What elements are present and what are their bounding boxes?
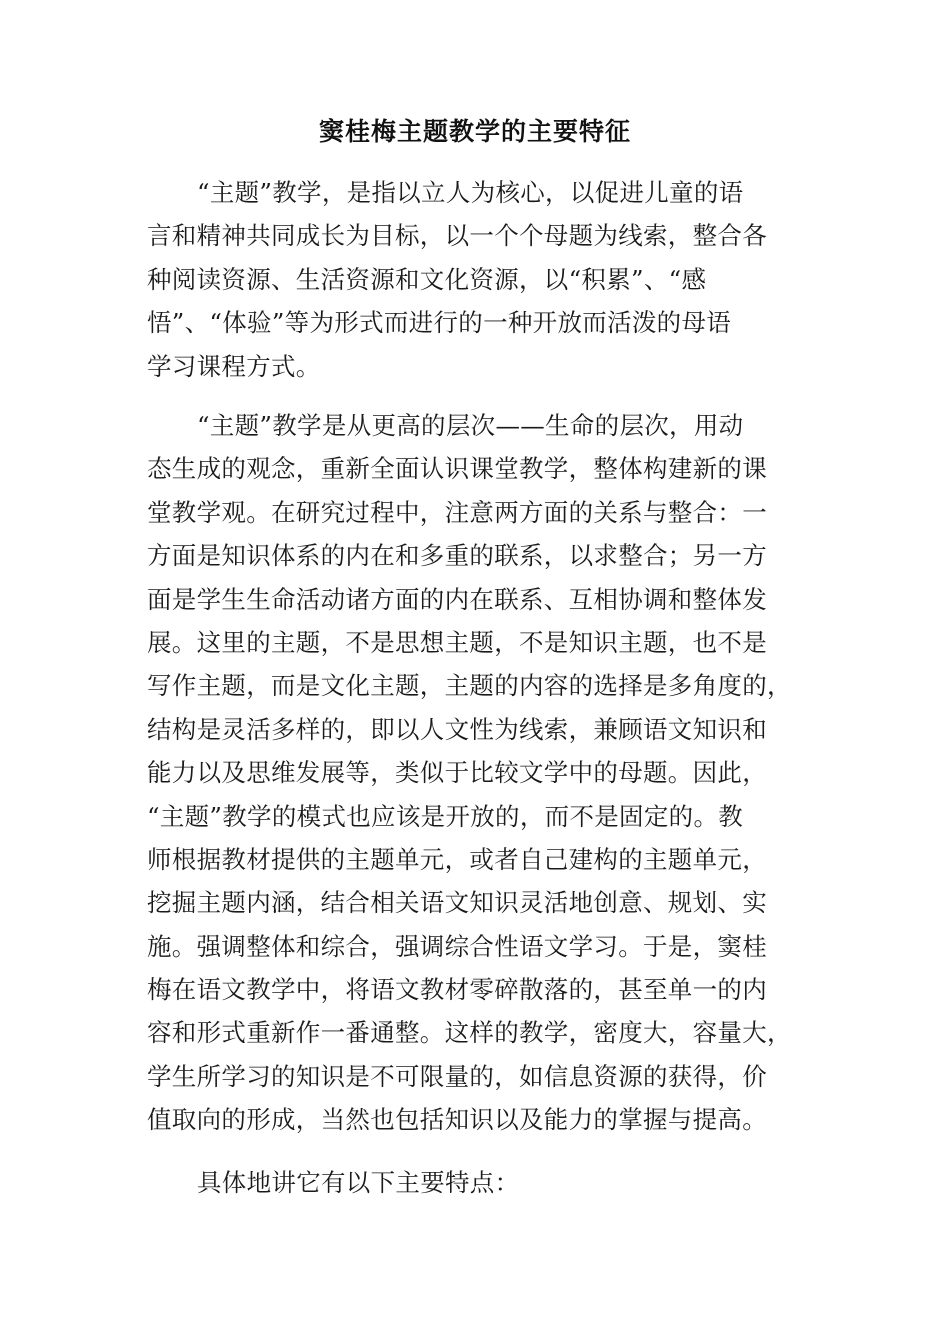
paragraph-line: 写作主题，而是文化主题，主题的内容的选择是多角度的， (147, 671, 792, 701)
paragraph-line: 梅在语文教学中，将语文教材零碎散落的，甚至单一的内 (147, 975, 767, 1005)
paragraph-line: 学习课程方式。 (147, 351, 321, 381)
paragraph-line: “主题”教学是从更高的层次——生命的层次，用动 (197, 411, 744, 440)
paragraph-features-intro (147, 1161, 807, 1204)
paragraph-line: 值取向的形成，当然也包括知识以及能力的掌握与提高。 (147, 1105, 767, 1135)
paragraph-line: 悟”、“体验”等为形式而进行的一种开放而活泼的母语 (147, 308, 732, 338)
paragraph-line: 结构是灵活多样的，即以人文性为线索，兼顾语文知识和 (147, 714, 767, 744)
paragraph-line: 具体地讲它有以下主要特点： (197, 1168, 520, 1197)
paragraph-definition (147, 171, 807, 388)
paragraph-line: 方面是知识体系的内在和多重的联系，以求整合；另一方 (147, 541, 767, 571)
paragraph-line: 能力以及思维发展等，类似于比较文学中的母题。因此， (147, 758, 767, 788)
paragraph-line: “主题”教学，是指以立人为核心，以促进儿童的语 (197, 178, 744, 207)
paragraph-line: 师根据教材提供的主题单元，或者自己建构的主题单元， (147, 844, 767, 874)
paragraph-line: 学生所学习的知识是不可限量的，如信息资源的获得，价 (147, 1061, 767, 1091)
paragraph-line: “主题”教学的模式也应该是开放的，而不是固定的。教 (147, 801, 744, 831)
paragraph-line: 容和形式重新作一番通整。这样的教学，密度大，容量大， (147, 1018, 792, 1048)
paragraph-line: 种阅读资源、生活资源和文化资源，以“积累”、“感 (147, 264, 707, 294)
paragraph-line: 挖掘主题内涵，结合相关语文知识灵活地创意、规划、实 (147, 888, 767, 918)
paragraph-line: 堂教学观。在研究过程中，注意两方面的关系与整合：一 (147, 497, 767, 527)
paragraph-line: 面是学生生命活动诸方面的内在联系、互相协调和整体发 (147, 584, 767, 614)
paragraph-explanation (147, 404, 807, 1142)
paragraph-line: 态生成的观念，重新全面认识课堂教学，整体构建新的课 (147, 454, 767, 484)
paragraph-line: 言和精神共同成长为目标，以一个个母题为线索，整合各 (147, 221, 767, 251)
paragraph-line: 展。这里的主题，不是思想主题，不是知识主题，也不是 (147, 627, 767, 657)
document-title: 窦桂梅主题教学的主要特征 (318, 117, 631, 146)
paragraph-line: 施。强调整体和综合，强调综合性语文学习。于是，窦桂 (147, 931, 767, 961)
